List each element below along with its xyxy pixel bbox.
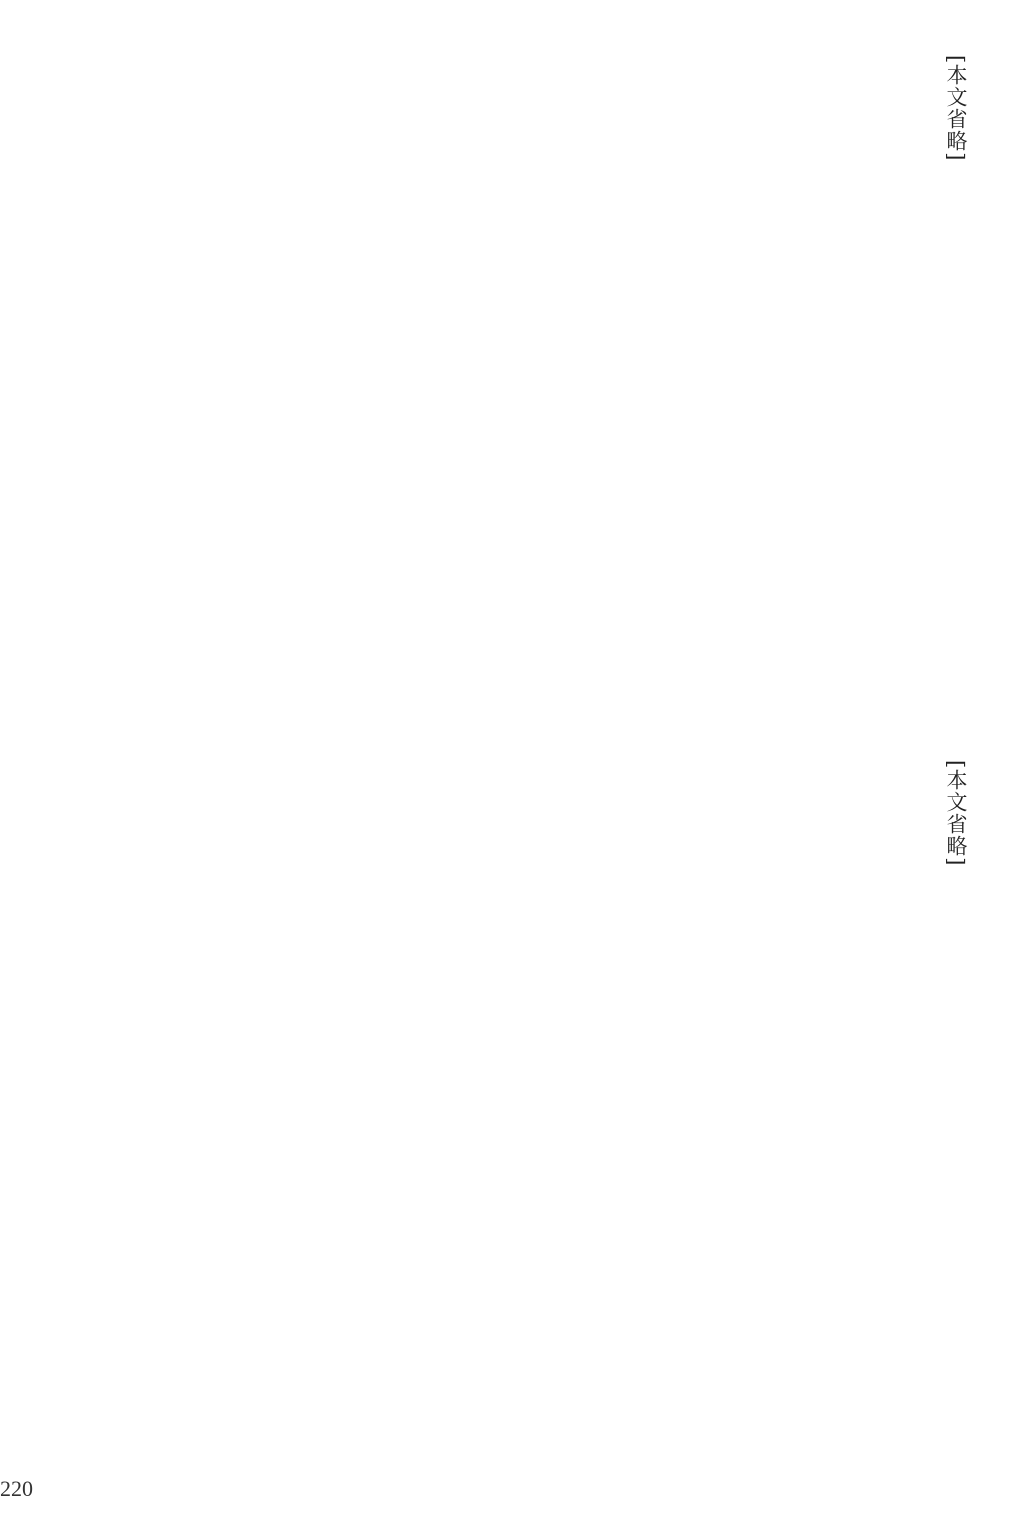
page-number: 220 bbox=[0, 1476, 33, 1501]
lower-text-tier bbox=[80, 760, 972, 1410]
text-column: [本文省略] bbox=[944, 55, 968, 162]
upper-text-tier bbox=[80, 55, 972, 705]
text-column: [本文省略] bbox=[944, 760, 968, 867]
